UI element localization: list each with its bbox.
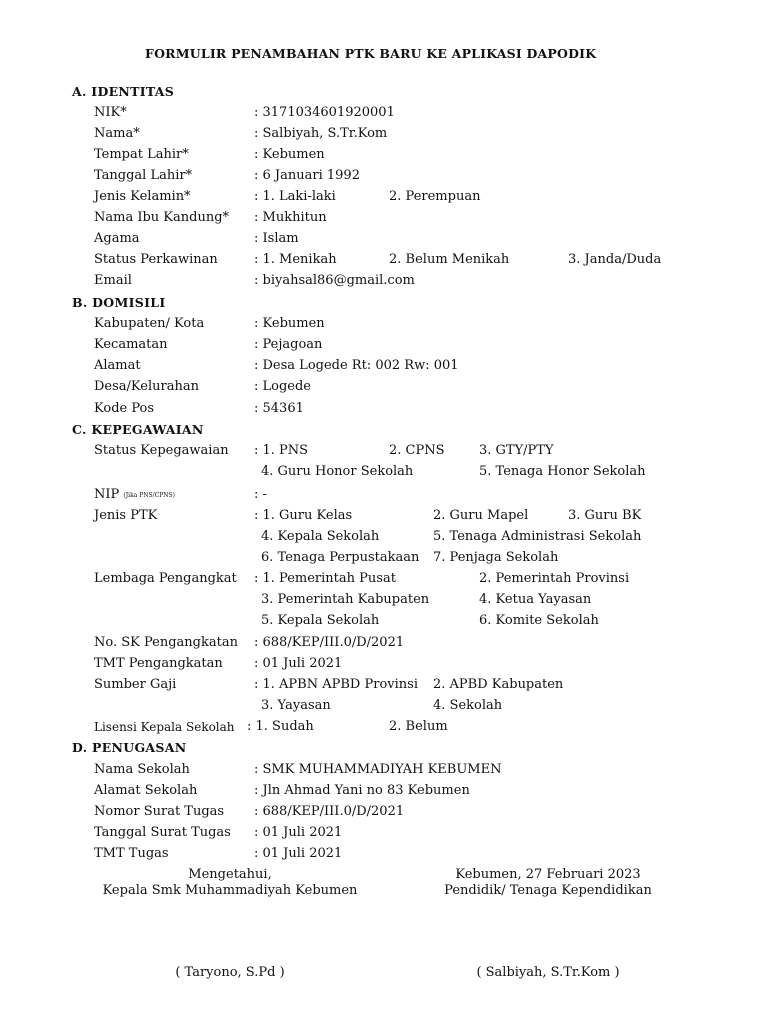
kabupaten-value: : Kebumen: [254, 316, 325, 331]
tmt-tugas-value: : 01 Juli 2021: [254, 846, 343, 861]
lembaga-option-3: 3. Pemerintah Kabupaten: [261, 592, 430, 607]
agama-label: Agama: [94, 231, 140, 246]
nip-label-text: NIP: [94, 487, 120, 502]
jenis-kelamin-label: Jenis Kelamin*: [94, 189, 191, 204]
signature-right-name: ( Salbiyah, S.Tr.Kom ): [476, 965, 620, 980]
nip-label: [94, 487, 175, 504]
kabupaten-label: Kabupaten/ Kota: [94, 316, 205, 331]
sumber-gaji-label: Sumber Gaji: [94, 677, 177, 692]
status-perkawinan-option-3: 3. Janda/Duda: [568, 252, 662, 267]
status-kepegawaian-option-5: 5. Tenaga Honor Sekolah: [479, 464, 646, 479]
alamat-sekolah-label: Alamat Sekolah: [94, 783, 198, 798]
nik-label: NIK*: [94, 105, 127, 120]
nama-sekolah-label: Nama Sekolah: [94, 762, 190, 777]
sumber-gaji-option-2: 2. APBD Kabupaten: [433, 677, 564, 692]
kode-pos-value: : 54361: [254, 401, 304, 416]
tanggal-surat-tugas-value: : 01 Juli 2021: [254, 825, 343, 840]
email-value: : biyahsal86@gmail.com: [254, 273, 415, 288]
email-label: Email: [94, 273, 132, 288]
lisensi-option-2: 2. Belum: [389, 719, 448, 734]
signature-right-date: Kebumen, 27 Februari 2023: [455, 867, 641, 882]
signature-left-title: Kepala Smk Muhammadiyah Kebumen: [102, 883, 358, 898]
section-domisili-heading: B. DOMISILI: [72, 295, 166, 310]
tmt-pengangkatan-label: TMT Pengangkatan: [94, 656, 223, 671]
status-kepegawaian-option-4: 4. Guru Honor Sekolah: [261, 464, 414, 479]
section-kepegawaian-heading: C. KEPEGAWAIAN: [72, 422, 204, 437]
alamat-sekolah-value: : Jln Ahmad Yani no 83 Kebumen: [254, 783, 470, 798]
signature-right-title: Pendidik/ Tenaga Kependidikan: [444, 883, 652, 898]
nama-sekolah-value: : SMK MUHAMMADIYAH KEBUMEN: [254, 762, 502, 777]
status-kepegawaian-option-2: 2. CPNS: [389, 443, 445, 458]
signature-left-name: ( Taryono, S.Pd ): [175, 965, 285, 980]
tmt-tugas-label: TMT Tugas: [94, 846, 169, 861]
status-perkawinan-option-2: 2. Belum Menikah: [389, 252, 510, 267]
lembaga-option-5: 5. Kepala Sekolah: [261, 613, 380, 628]
tanggal-lahir-value: : 6 Januari 1992: [254, 168, 360, 183]
lisensi-option-1: : 1. Sudah: [247, 719, 314, 734]
sk-pengangkatan-label: No. SK Pengangkatan: [94, 635, 238, 650]
nomor-surat-tugas-label: Nomor Surat Tugas: [94, 804, 225, 819]
tempat-lahir-label: Tempat Lahir*: [94, 147, 189, 162]
lembaga-option-1: : 1. Pemerintah Pusat: [254, 571, 396, 586]
lembaga-option-4: 4. Ketua Yayasan: [479, 592, 592, 607]
sumber-gaji-option-3: 3. Yayasan: [261, 698, 331, 713]
sumber-gaji-option-4: 4. Sekolah: [433, 698, 503, 713]
nik-value: : 3171034601920001: [254, 105, 395, 120]
signature-left-heading: Mengetahui,: [188, 867, 272, 882]
alamat-value: : Desa Logede Rt: 002 Rw: 001: [254, 358, 459, 373]
lembaga-pengangkat-label: Lembaga Pengangkat: [94, 571, 237, 586]
page-title: FORMULIR PENAMBAHAN PTK BARU KE APLIKASI DAPODIK: [145, 46, 597, 61]
status-kepegawaian-label: Status Kepegawaian: [94, 443, 229, 458]
kode-pos-label: Kode Pos: [94, 401, 155, 416]
jenis-ptk-option-5: 5. Tenaga Administrasi Sekolah: [433, 529, 642, 544]
lembaga-option-2: 2. Pemerintah Provinsi: [479, 571, 630, 586]
jenis-kelamin-option-1: : 1. Laki-laki: [254, 189, 336, 204]
nama-value: : Salbiyah, S.Tr.Kom: [254, 126, 388, 141]
tanggal-lahir-label: Tanggal Lahir*: [94, 168, 193, 183]
jenis-ptk-option-4: 4. Kepala Sekolah: [261, 529, 380, 544]
nip-note: (Jika PNS/CPNS): [123, 492, 175, 499]
agama-value: : Islam: [254, 231, 299, 246]
jenis-ptk-option-7: 7. Penjaga Sekolah: [433, 550, 559, 565]
section-identitas-heading: A. IDENTITAS: [72, 84, 175, 99]
section-penugasan-heading: D. PENUGASAN: [72, 740, 187, 755]
kecamatan-value: : Pejagoan: [254, 337, 323, 352]
desa-label: Desa/Kelurahan: [94, 379, 199, 394]
nomor-surat-tugas-value: : 688/KEP/III.0/D/2021: [254, 804, 405, 819]
nip-value: : -: [254, 487, 267, 502]
lisensi-kepala-sekolah-label: Lisensi Kepala Sekolah: [94, 720, 235, 734]
ibu-kandung-label: Nama Ibu Kandung*: [94, 210, 230, 225]
status-kepegawaian-option-3: 3. GTY/PTY: [479, 443, 554, 458]
tanggal-surat-tugas-label: Tanggal Surat Tugas: [94, 825, 231, 840]
desa-value: : Logede: [254, 379, 312, 394]
sk-pengangkatan-value: : 688/KEP/III.0/D/2021: [254, 635, 405, 650]
jenis-ptk-option-6: 6. Tenaga Perpustakaan: [261, 550, 420, 565]
status-perkawinan-option-1: : 1. Menikah: [254, 252, 337, 267]
sumber-gaji-option-1: : 1. APBN APBD Provinsi: [254, 677, 418, 692]
ibu-kandung-value: : Mukhitun: [254, 210, 327, 225]
jenis-kelamin-option-2: 2. Perempuan: [389, 189, 481, 204]
jenis-ptk-option-1: : 1. Guru Kelas: [254, 508, 353, 523]
jenis-ptk-option-2: 2. Guru Mapel: [433, 508, 529, 523]
nama-label: Nama*: [94, 126, 140, 141]
status-kepegawaian-option-1: : 1. PNS: [254, 443, 309, 458]
jenis-ptk-label: Jenis PTK: [94, 508, 158, 523]
status-perkawinan-label: Status Perkawinan: [94, 252, 218, 267]
kecamatan-label: Kecamatan: [94, 337, 168, 352]
jenis-ptk-option-3: 3. Guru BK: [568, 508, 642, 523]
tempat-lahir-value: : Kebumen: [254, 147, 325, 162]
tmt-pengangkatan-value: : 01 Juli 2021: [254, 656, 343, 671]
alamat-label: Alamat: [94, 358, 141, 373]
lembaga-option-6: 6. Komite Sekolah: [479, 613, 599, 628]
